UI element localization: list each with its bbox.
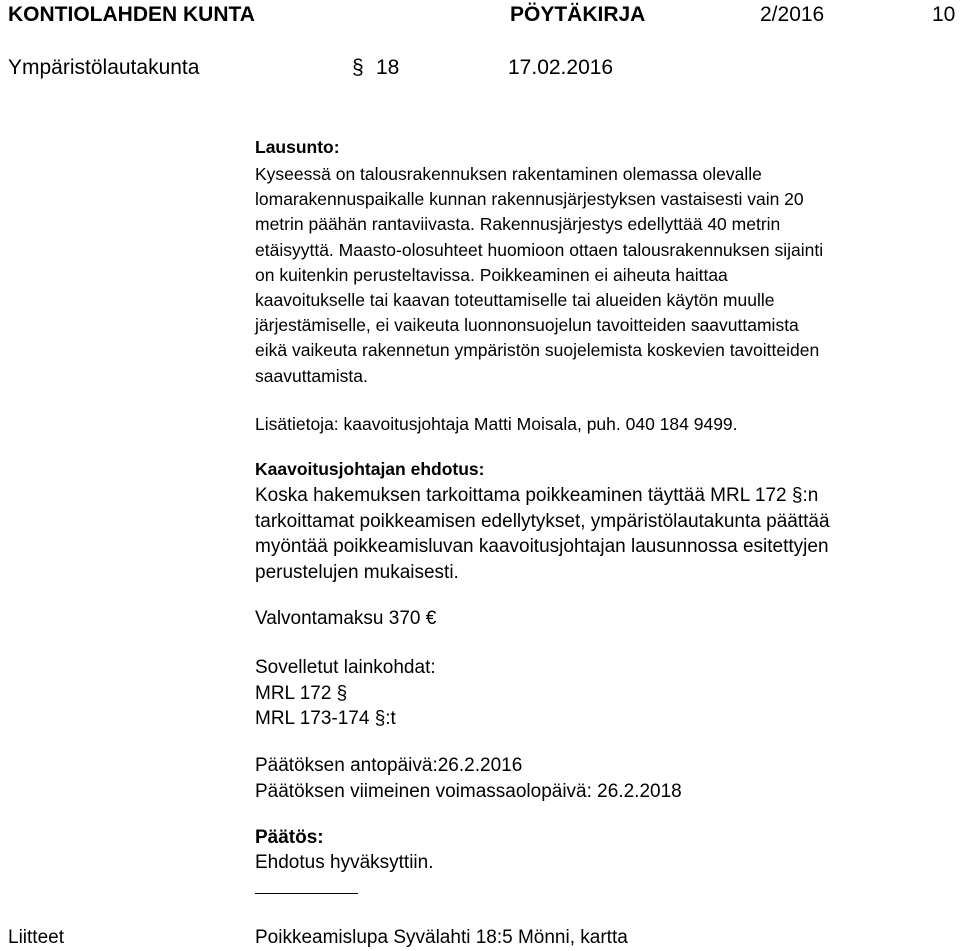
proposal-line: tarkoittamat poikkeamisen edellytykset, ympäristölautakunta päättää	[255, 510, 830, 532]
contact-info: Lisätietoja: kaavoitusjohtaja Matti Moisala, puh. 040 184 9499.	[255, 414, 738, 434]
statement-line: saavuttamista.	[255, 365, 368, 386]
section-number: 18	[376, 56, 400, 79]
statement-body	[255, 162, 823, 389]
section-sign: §	[336, 682, 348, 704]
statement-line: Kyseessä on talousrakennuksen rakentaminen olemassa olevalle	[255, 164, 762, 184]
statement-line: eikä vaikeuta rakennetun ympäristön suojelemista koskevien tavoitteiden	[255, 340, 820, 361]
proposal-line	[255, 483, 830, 509]
section-sign: §	[791, 485, 803, 506]
provision-text: MRL 172	[255, 682, 337, 704]
proposal-line-text: Koska hakemuksen tarkoittama poikkeaminen täyttää MRL 172	[255, 485, 792, 506]
fee-line	[255, 606, 436, 632]
provision-text: MRL 173-174	[255, 708, 375, 729]
provision-text: :t	[385, 708, 396, 729]
statement-line: metrin päähän rantaviivasta. Rakennusjärjestys edellyttää 40 metrin	[255, 214, 781, 235]
attachment-item: Poikkeamislupa Syvälahti 18:5 Mönni, kartta	[255, 927, 628, 948]
meeting-date: 17.02.2016	[508, 56, 614, 79]
statement-line: järjestämiselle, ei vaikeuta luonnonsuojelun tavoitteiden saavuttamista	[255, 315, 799, 336]
provision-item	[255, 681, 436, 707]
proposal-line-text: :n	[802, 485, 819, 506]
proposal-line: myöntää poikkeamisluvan kaavoitusjohtajan lausunnossa esitettyjen	[255, 536, 829, 557]
statement-line: lomarakennuspaikalle kunnan rakennusjärjestyksen vastaisesti vain 20	[255, 189, 804, 210]
statement-line: kaavoitukselle tai kaavan toteuttamiselle tai alueiden käytön muulle	[255, 290, 775, 311]
section-sign: §	[352, 56, 364, 79]
provision-item	[255, 706, 436, 732]
proposal-line: perustelujen mukaisesti.	[255, 561, 459, 583]
decision-text: Ehdotus hyväksyttiin.	[255, 852, 434, 873]
statement-line: etäisyyttä. Maasto-olosuhteet huomioon ottaen talousrakennuksen sijainti	[255, 239, 824, 260]
attachments-label: Liitteet	[8, 927, 64, 948]
currency-symbol: €	[425, 608, 437, 629]
decision-date: Päätöksen antopäivä:26.2.2016	[255, 755, 523, 776]
statement-heading: Lausunto:	[255, 137, 340, 157]
organization-name: KONTIOLAHDEN KUNTA	[8, 3, 255, 26]
signature-rule	[255, 893, 358, 894]
proposal-body	[255, 483, 830, 585]
proposal-heading: Kaavoitusjohtajan ehdotus:	[255, 459, 485, 479]
statement-line: on kuitenkin perusteltavissa. Poikkeaminen ei aiheuta haittaa	[255, 264, 728, 285]
provisions-heading: Sovelletut lainkohdat:	[255, 657, 436, 678]
committee-name: Ympäristölautakunta	[8, 56, 200, 79]
fee-text: Valvontamaksu 370	[255, 608, 426, 629]
dates-block	[255, 753, 682, 804]
page-number: 10	[932, 3, 956, 26]
provisions-block	[255, 655, 436, 732]
section-sign: §	[374, 708, 386, 729]
validity-date: Päätöksen viimeinen voimassaolopäivä: 26.2.2018	[255, 780, 682, 802]
decision-heading: Päätös:	[255, 827, 324, 848]
document-type: PÖYTÄKIRJA	[510, 3, 646, 26]
document-number: 2/2016	[760, 3, 825, 26]
